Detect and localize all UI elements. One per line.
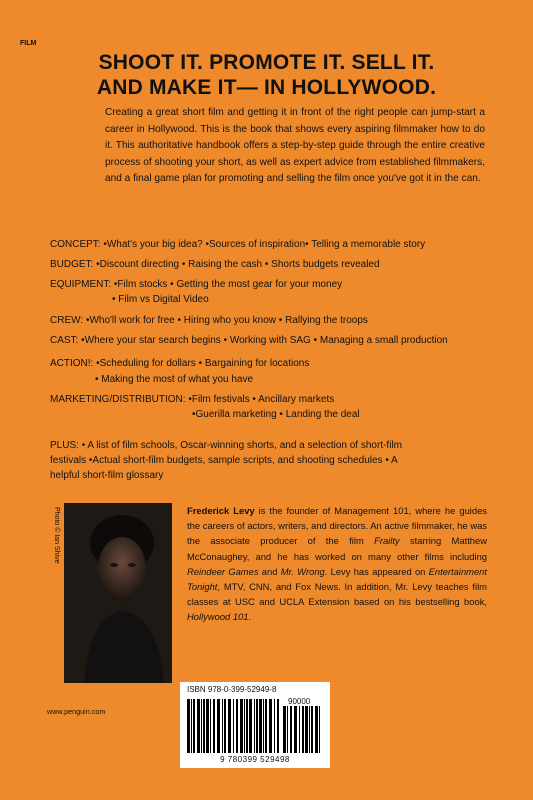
section-crew (50, 313, 368, 328)
section-label: BUDGET: (50, 259, 94, 270)
section-label: EQUIPMENT: (50, 279, 112, 290)
section-text: •Film stocks • Getting the most gear for your money (113, 279, 343, 290)
section-text: •Discount directing • Raising the cash • Shorts budgets revealed (96, 259, 380, 270)
section-label: CREW: (50, 315, 84, 326)
section-budget (50, 257, 380, 272)
barcode-digits: 9 780399 529498 (220, 755, 290, 764)
section-marketing (50, 392, 334, 407)
section-text: •Who'll work for free • Hiring who you know • Rallying the troops (85, 315, 368, 326)
section-plus (50, 438, 410, 483)
barcode-addon-number: 90000 (288, 697, 311, 706)
headline-line-1: SHOOT IT. PROMOTE IT. SELL IT. (98, 51, 435, 74)
section-label: MARKETING/DISTRIBUTION: (50, 394, 186, 405)
section-concept (50, 237, 425, 252)
section-text: •What's your big idea? •Sources of inspiration• Telling a memorable story (103, 239, 426, 250)
section-action (50, 356, 309, 371)
section-marketing-line-2: •Guerilla marketing • Landing the deal (192, 409, 360, 420)
author-bio (187, 503, 487, 625)
headline-line-2: AND MAKE IT— IN HOLLYWOOD. (96, 76, 437, 99)
section-cast (50, 333, 448, 348)
section-equipment-line-2: • Film vs Digital Video (112, 294, 209, 305)
section-text: •Scheduling for dollars • Bargaining for locations (96, 358, 310, 369)
photo-credit: Photo © Ian Shive (53, 507, 60, 564)
intro-paragraph: Creating a great short film and getting it in front of the right people can jump-start a career in Hollywood. This is the book that shows every aspiring filmmaker how to do it. This authoritative handbook offers a step-by-step guide through the entire creative process of shooting your short, as well as expert advice from established filmmakers, and a final game plan for promoting and selling the film once you've got it in the can. (105, 107, 485, 185)
section-label: PLUS: (50, 440, 79, 451)
section-text: •Film festivals • Ancillary markets (188, 394, 335, 405)
section-label: ACTION!: (50, 358, 94, 369)
publisher-website[interactable]: www.penguin.com (47, 707, 106, 716)
author-name: Frederick Levy (187, 505, 255, 516)
isbn-label: ISBN 978-0-399-52949-8 (187, 685, 277, 694)
section-label: CONCEPT: (50, 239, 101, 250)
barcode-ean (187, 699, 279, 753)
section-equipment (50, 277, 342, 292)
section-text: • A list of film schools, Oscar-winning shorts, and a selection of short-film festivals •Actual short-film budgets, sample scripts, and shooting schedules • A helpful short-film glossary (50, 440, 402, 481)
category-label: FILM (20, 40, 37, 47)
barcode-addon (283, 706, 321, 753)
section-text: •Where your star search begins • Working with SAG • Managing a small production (81, 335, 448, 346)
section-label: CAST: (50, 335, 79, 346)
author-photo (64, 503, 172, 683)
author-bio-text: is the founder of Management 101, where he guides the careers of actors, writers, and directors. An active filmmaker, he was the associate producer of the film Frailty starring Matthew McConaughey, and he has worked on many other films including Reindeer Games and Mr. Wrong. Levy has appeared on Entertainment Tonight, MTV, CNN, and Fox News. In addition, Mr. Levy teaches film classes at USC and UCLA Extension based on his bestselling book, Hollywood 101. (187, 505, 488, 623)
section-action-line-2: • Making the most of what you have (95, 374, 254, 385)
